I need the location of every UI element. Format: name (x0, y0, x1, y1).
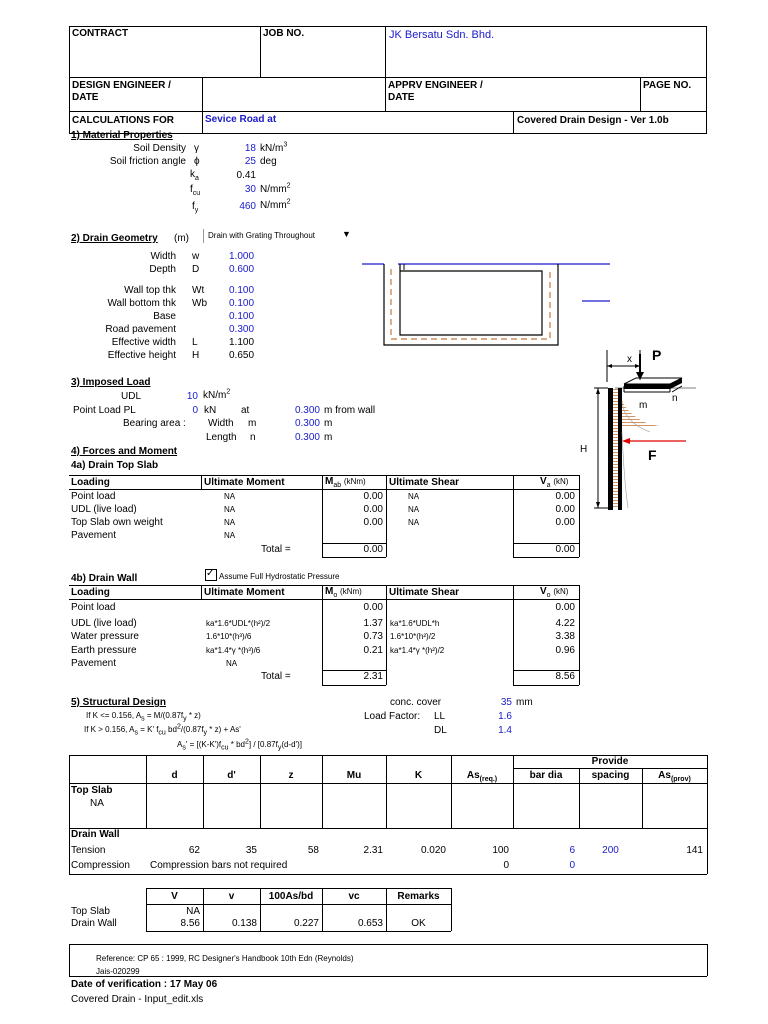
table-row-v: 0.00 (555, 491, 575, 502)
col-ult-shear: Ultimate Shear (389, 477, 460, 488)
apprv-engineer-label: APPRV ENGINEER / (388, 80, 483, 91)
compression-label: Compression (71, 860, 130, 871)
load-factor-label: Load Factor: (364, 711, 421, 722)
col-spacing: spacing (591, 770, 630, 781)
dl-label: DL (434, 725, 447, 736)
table-row-loading: Pavement (71, 530, 117, 541)
table-row-moment: NA (226, 659, 238, 668)
col-mo: $M_o$ (kNm) (325, 586, 362, 599)
geometry-row-sym: D (192, 264, 200, 275)
check-icon: ✓ (206, 568, 215, 579)
diagram-f-label: F (648, 447, 657, 463)
col-z: z (288, 770, 294, 781)
shear-wall-remarks: OK (411, 918, 426, 929)
table-row-moment: NA (224, 492, 236, 501)
friction-unit: deg (260, 156, 277, 167)
structural-heading: 5) Structural Design (71, 697, 167, 708)
shear-top-slab-label: Top Slab (71, 906, 110, 917)
fcu-sym: $f_{cu}$ (190, 184, 201, 197)
soil-density-label: Soil Density (133, 143, 186, 154)
width-sym: m (248, 418, 257, 429)
geometry-row-sym: H (192, 350, 200, 361)
tension-k: 0.020 (420, 845, 446, 856)
geometry-row-value: 1.000 (229, 251, 255, 262)
top-total-v: 0.00 (555, 544, 575, 555)
table-row-v: 4.22 (555, 618, 575, 629)
reference-text: Reference: CP 65 : 1999, RC Designer's Handbook 10th Edn (Reynolds) (96, 954, 354, 963)
ka-sym: $k_a$ (190, 169, 199, 182)
geometry-row-sym: Wt (192, 285, 205, 296)
job-no-label: JOB NO. (263, 28, 305, 39)
udl-value: 10 (186, 391, 198, 402)
soil-density-sym: γ (194, 143, 199, 154)
calcs-for-label: CALCULATIONS FOR (72, 115, 175, 126)
shear-col-v-upper: V (171, 891, 178, 902)
ll-label: LL (434, 711, 446, 722)
drain-wall-label: Drain Wall (71, 829, 120, 840)
shear-wall-v-upper: 8.56 (180, 918, 200, 929)
width-value: 0.300 (294, 418, 320, 429)
table-row-moment: ka*1.6*UDL*(h²)/2 (206, 619, 271, 628)
wall-total-label: Total = (261, 671, 291, 682)
table-row-loading: Water pressure (71, 631, 139, 642)
wall-col-ult-moment: Ultimate Moment (204, 587, 285, 598)
col-d: d (171, 770, 178, 781)
at-unit: m from wall (324, 405, 376, 416)
shear-col-v-lower: v (228, 891, 235, 902)
fy-sym: $f_y$ (192, 201, 199, 214)
table-row-moment: NA (224, 531, 236, 540)
geometry-row-label: Effective width (111, 337, 176, 348)
wall-col-loading: Loading (71, 587, 110, 598)
table-row-m: 1.37 (363, 618, 383, 629)
shear-drain-wall-label: Drain Wall (71, 918, 117, 929)
col-vo: $V_o$ (kN) (540, 586, 569, 599)
geometry-row-value: 1.100 (229, 337, 255, 348)
length-label: Length (206, 432, 237, 443)
compression-bar-dia: 0 (569, 860, 575, 871)
code-text: Jais-020299 (96, 967, 140, 976)
fy-unit: $N/mm^2$ (260, 198, 291, 211)
apprv-date-label: DATE (388, 92, 415, 103)
geometry-row-label: Road pavement (105, 324, 176, 335)
geometry-row-sym: Wb (192, 298, 207, 309)
table-row-shear: NA (408, 505, 420, 514)
formula-1: If K <= 0.156, $A_s = M/(0.87f_y * z)$ (86, 711, 201, 723)
cover-label: conc. cover (390, 697, 442, 708)
tension-d: 62 (188, 845, 200, 856)
table-row-m: 0.00 (363, 491, 383, 502)
wall-total-v: 8.56 (555, 671, 575, 682)
col-as-prov: $As_{(prov)}$ (658, 770, 691, 783)
table-row-moment: ka*1.4*γ *(h³)/6 (206, 646, 261, 655)
width-label: Width (208, 418, 234, 429)
dl-value: 1.4 (498, 725, 512, 736)
hydrostatic-label: Assume Full Hydrostatic Pressure (219, 572, 340, 581)
page-no-label: PAGE NO. (643, 80, 692, 91)
table-row-m: 0.21 (363, 645, 383, 656)
design-date-label: DATE (72, 92, 99, 103)
fy-value: 460 (239, 201, 256, 212)
pl-unit: kN (204, 405, 217, 416)
col-mab: $M_{ab}$ (kNm) (325, 476, 366, 489)
top-total-m: 0.00 (363, 544, 383, 555)
verification-date: Date of verification : 17 May 06 (71, 979, 218, 990)
design-title: Covered Drain Design - Ver 1.0b (517, 115, 669, 126)
udl-label: UDL (121, 391, 142, 402)
chevron-down-icon: ▼ (342, 229, 351, 239)
soil-density-unit: $kN/m^3$ (260, 141, 288, 154)
table-row-shear: 1.6*10*(h²)/2 (390, 632, 436, 641)
tension-label: Tension (71, 845, 106, 856)
friction-sym: ϕ (194, 156, 200, 167)
shear-top-v: NA (186, 906, 200, 917)
tension-mu: 2.31 (363, 845, 383, 856)
fcu-unit: $N/mm^2$ (260, 182, 291, 195)
table-row-v: 3.38 (555, 631, 575, 642)
top-total-label: Total = (261, 544, 291, 555)
tension-spacing: 200 (602, 845, 619, 856)
diagram-p-label: P (652, 347, 662, 363)
table-row-loading: Point load (71, 602, 116, 613)
forces-heading: 4) Forces and Moment (71, 446, 178, 457)
geometry-row-value: 0.600 (229, 264, 255, 275)
table-row-moment: NA (224, 518, 236, 527)
col-as-req: $As_{(req.)}$ (466, 770, 498, 783)
tension-d-prime: 35 (245, 845, 257, 856)
geometry-row-label: Width (150, 251, 176, 262)
ll-value: 1.6 (498, 711, 512, 722)
table-row-loading: Top Slab own weight (71, 517, 163, 528)
geometry-row-value: 0.100 (229, 298, 255, 309)
col-ult-moment: Ultimate Moment (204, 477, 285, 488)
table-row-moment: 1.6*10*(h³)/6 (206, 632, 252, 641)
drain-type-dropdown[interactable] (203, 229, 356, 243)
diagram-n-label: n (672, 393, 678, 404)
length-sym: n (250, 432, 256, 443)
geometry-row-value: 0.100 (229, 311, 255, 322)
soil-density-value: 18 (244, 143, 256, 154)
design-engineer-label: DESIGN ENGINEER / (72, 80, 171, 91)
geometry-row-sym: w (192, 251, 200, 262)
geometry-row-label: Wall bottom thk (107, 298, 176, 309)
diagram-x-label: x (627, 354, 632, 365)
friction-label: Soil friction angle (109, 156, 186, 167)
geometry-row-value: 0.650 (229, 350, 255, 361)
geometry-row-sym: L (192, 337, 198, 348)
compression-note: Compression bars not required (150, 860, 288, 871)
geometry-row-label: Effective height (107, 350, 176, 361)
table-row-moment: NA (224, 505, 236, 514)
shear-col-100as: 100As/bd (268, 891, 314, 902)
col-loading: Loading (71, 477, 110, 488)
geometry-row-label: Base (153, 311, 176, 322)
wall-col-ult-shear: Ultimate Shear (389, 587, 460, 598)
table-row-v: 0.00 (555, 517, 575, 528)
cover-unit: mm (516, 697, 533, 708)
table-row-m: 0.73 (363, 631, 383, 642)
formula-2: If K > 0.156, $A_s = K'$ $f_{cu}$ $bd^2/(0.87f_y * z) + As'$ (84, 723, 241, 737)
table-row-loading: Point load (71, 491, 116, 502)
table-row-v: 0.96 (555, 645, 575, 656)
formula-3: $A_s' = [(K-K')f_{cu} * bd^2] / [0.87f_y(d-d')]$ (177, 738, 302, 752)
table-row-loading: Earth pressure (71, 645, 137, 656)
table-row-shear: NA (408, 518, 420, 527)
compression-as: 0 (503, 860, 509, 871)
pl-label: Point Load PL (73, 405, 136, 416)
friction-value: 25 (244, 156, 256, 167)
shear-wall-v-lower: 0.138 (231, 918, 257, 929)
company-name: JK Bersatu Sdn. Bhd. (389, 29, 495, 41)
geometry-row-label: Wall top thk (124, 285, 176, 296)
table-row-m: 0.00 (363, 504, 383, 515)
table-row-v: 0.00 (555, 504, 575, 515)
shear-wall-100as: 0.227 (293, 918, 319, 929)
diagram-h-label: H (580, 444, 588, 455)
wall-load-diagram (560, 340, 700, 520)
table-row-shear: NA (408, 492, 420, 501)
tension-bar-dia: 6 (569, 845, 575, 856)
tension-as-req: 100 (492, 845, 509, 856)
fcu-value: 30 (244, 184, 256, 195)
geometry-heading: 2) Drain Geometry (71, 233, 158, 244)
tension-as-prov: 141 (686, 845, 703, 856)
geometry-unit: (m) (174, 233, 189, 244)
col-mu: Mu (346, 770, 362, 781)
top-slab-subheading: 4a) Drain Top Slab (71, 460, 159, 471)
geometry-row-label: Depth (149, 264, 176, 275)
table-row-shear: ka*1.4*γ *(h²)/2 (390, 646, 445, 655)
contract-label: CONTRACT (72, 28, 129, 39)
col-va: $V_a$ (kN) (540, 476, 569, 489)
cover-value: 35 (500, 697, 512, 708)
shear-col-remarks: Remarks (397, 891, 440, 902)
top-slab-label: Top Slab (71, 785, 113, 796)
at-label: at (241, 405, 250, 416)
pl-value: 0 (192, 405, 198, 416)
geometry-row-value: 0.100 (229, 285, 255, 296)
drain-type-value: Drain with Grating Throughout (208, 231, 316, 240)
length-unit: m (324, 432, 333, 443)
table-row-shear: ka*1.6*UDL*h (390, 619, 440, 628)
table-row-m: 0.00 (363, 602, 383, 613)
col-k: K (414, 770, 423, 781)
col-d-prime: d' (227, 770, 236, 781)
hydrostatic-checkbox[interactable] (205, 569, 217, 581)
length-value: 0.300 (294, 432, 320, 443)
tension-z: 58 (307, 845, 319, 856)
top-slab-na: NA (90, 798, 104, 809)
drain-wall-subheading: 4b) Drain Wall (71, 573, 138, 584)
geometry-row-value: 0.300 (229, 324, 255, 335)
wall-total-m: 2.31 (363, 671, 383, 682)
diagram-m-label: m (639, 400, 648, 411)
provide-header: Provide (591, 756, 629, 767)
ka-value: 0.41 (236, 170, 256, 181)
shear-wall-vc: 0.653 (357, 918, 383, 929)
table-row-loading: UDL (live load) (71, 618, 137, 629)
table-row-loading: UDL (live load) (71, 504, 137, 515)
file-name: Covered Drain - Input_edit.xls (71, 994, 204, 1005)
udl-unit: $kN/m^2$ (203, 388, 231, 401)
calcs-for-value: Sevice Road at (205, 114, 277, 125)
width-unit: m (324, 418, 333, 429)
col-bar-dia: bar dia (529, 770, 563, 781)
table-row-loading: Pavement (71, 658, 117, 669)
bearing-label: Bearing area : (123, 418, 186, 429)
at-value: 0.300 (294, 405, 320, 416)
table-row-m: 0.00 (363, 517, 383, 528)
material-heading: 1) Material Properties (71, 130, 173, 141)
imposed-heading: 3) Imposed Load (71, 377, 151, 388)
shear-col-vc: vc (348, 891, 360, 902)
table-row-v: 0.00 (555, 602, 575, 613)
